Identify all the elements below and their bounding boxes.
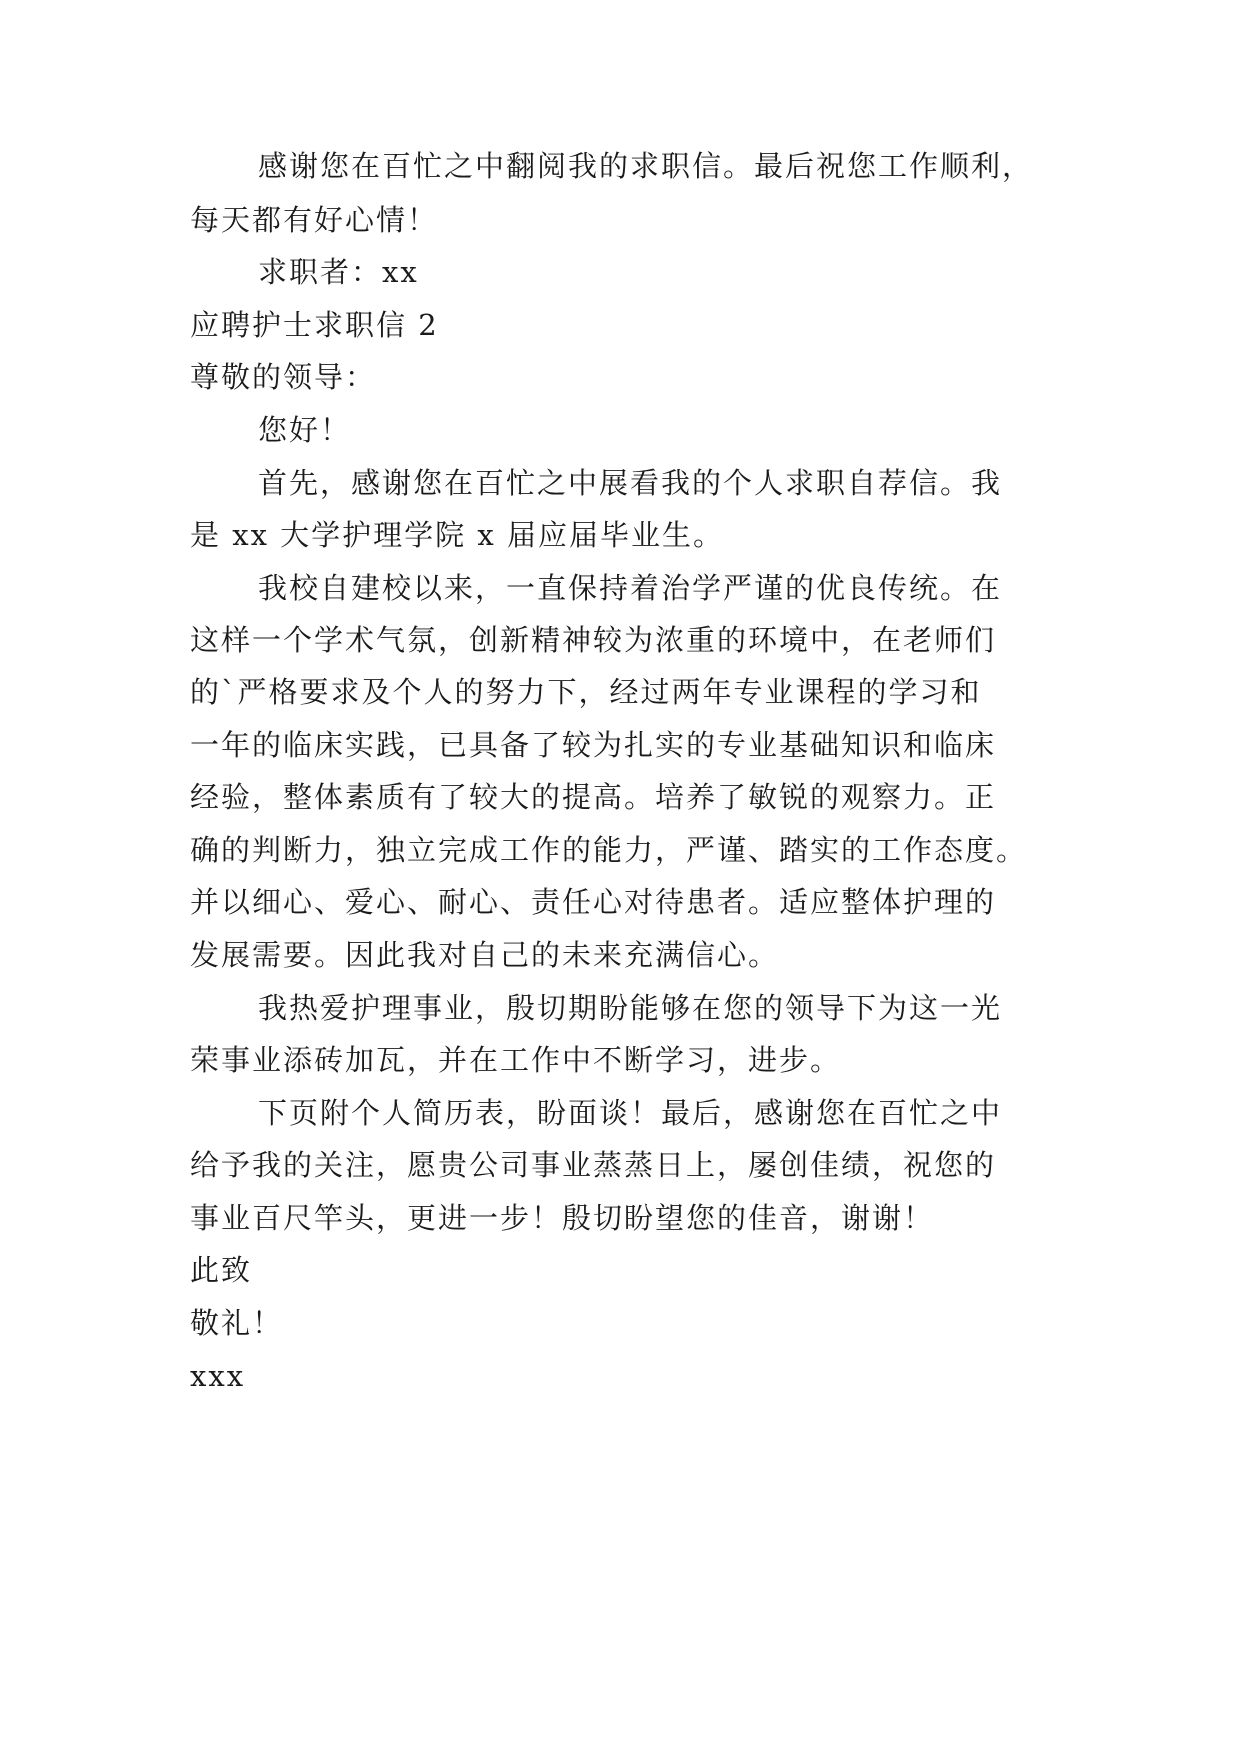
text-line: 并以细心、爱心、耐心、责任心对待患者。适应整体护理的 bbox=[190, 885, 997, 919]
text-line: 求职者：xx bbox=[258, 255, 419, 289]
text-line: 是 xx 大学护理学院 x 届应届毕业生。 bbox=[190, 518, 724, 552]
closing-line: 此致 bbox=[190, 1253, 253, 1287]
closing-line: 敬礼！ bbox=[190, 1306, 284, 1340]
text-line: 给予我的关注，愿贵公司事业蒸蒸日上，屡创佳绩，祝您的 bbox=[190, 1148, 997, 1182]
text-line: 事业百尺竿头，更进一步！殷切盼望您的佳音，谢谢！ bbox=[190, 1201, 935, 1235]
salutation: 尊敬的领导： bbox=[190, 360, 377, 394]
signature: xxx bbox=[190, 1359, 246, 1393]
text-line: 确的判断力，独立完成工作的能力，严谨、踏实的工作态度。 bbox=[190, 833, 1028, 867]
text-line: 一年的临床实践，已具备了较为扎实的专业基础知识和临床 bbox=[190, 728, 997, 762]
greeting: 您好！ bbox=[258, 413, 352, 447]
text-line: 我校自建校以来，一直保持着治学严谨的优良传统。在 bbox=[258, 571, 1003, 605]
text-line: 的`严格要求及个人的努力下，经过两年专业课程的学习和 bbox=[190, 675, 982, 709]
text-line: 感谢您在百忙之中翻阅我的求职信。最后祝您工作顺利， bbox=[258, 149, 1034, 183]
section-title: 应聘护士求职信 2 bbox=[190, 308, 439, 342]
text-line: 我热爱护理事业，殷切期盼能够在您的领导下为这一光 bbox=[258, 991, 1003, 1025]
text-line: 首先，感谢您在百忙之中展看我的个人求职自荐信。我 bbox=[258, 466, 1003, 500]
text-line: 荣事业添砖加瓦，并在工作中不断学习，进步。 bbox=[190, 1043, 842, 1077]
text-line: 每天都有好心情！ bbox=[190, 203, 439, 237]
text-line: 发展需要。因此我对自己的未来充满信心。 bbox=[190, 938, 780, 972]
text-line: 这样一个学术气氛，创新精神较为浓重的环境中，在老师们 bbox=[190, 623, 997, 657]
text-line: 经验，整体素质有了较大的提高。培养了敏锐的观察力。正 bbox=[190, 780, 997, 814]
text-line: 下页附个人简历表，盼面谈！最后，感谢您在百忙之中 bbox=[258, 1096, 1003, 1130]
